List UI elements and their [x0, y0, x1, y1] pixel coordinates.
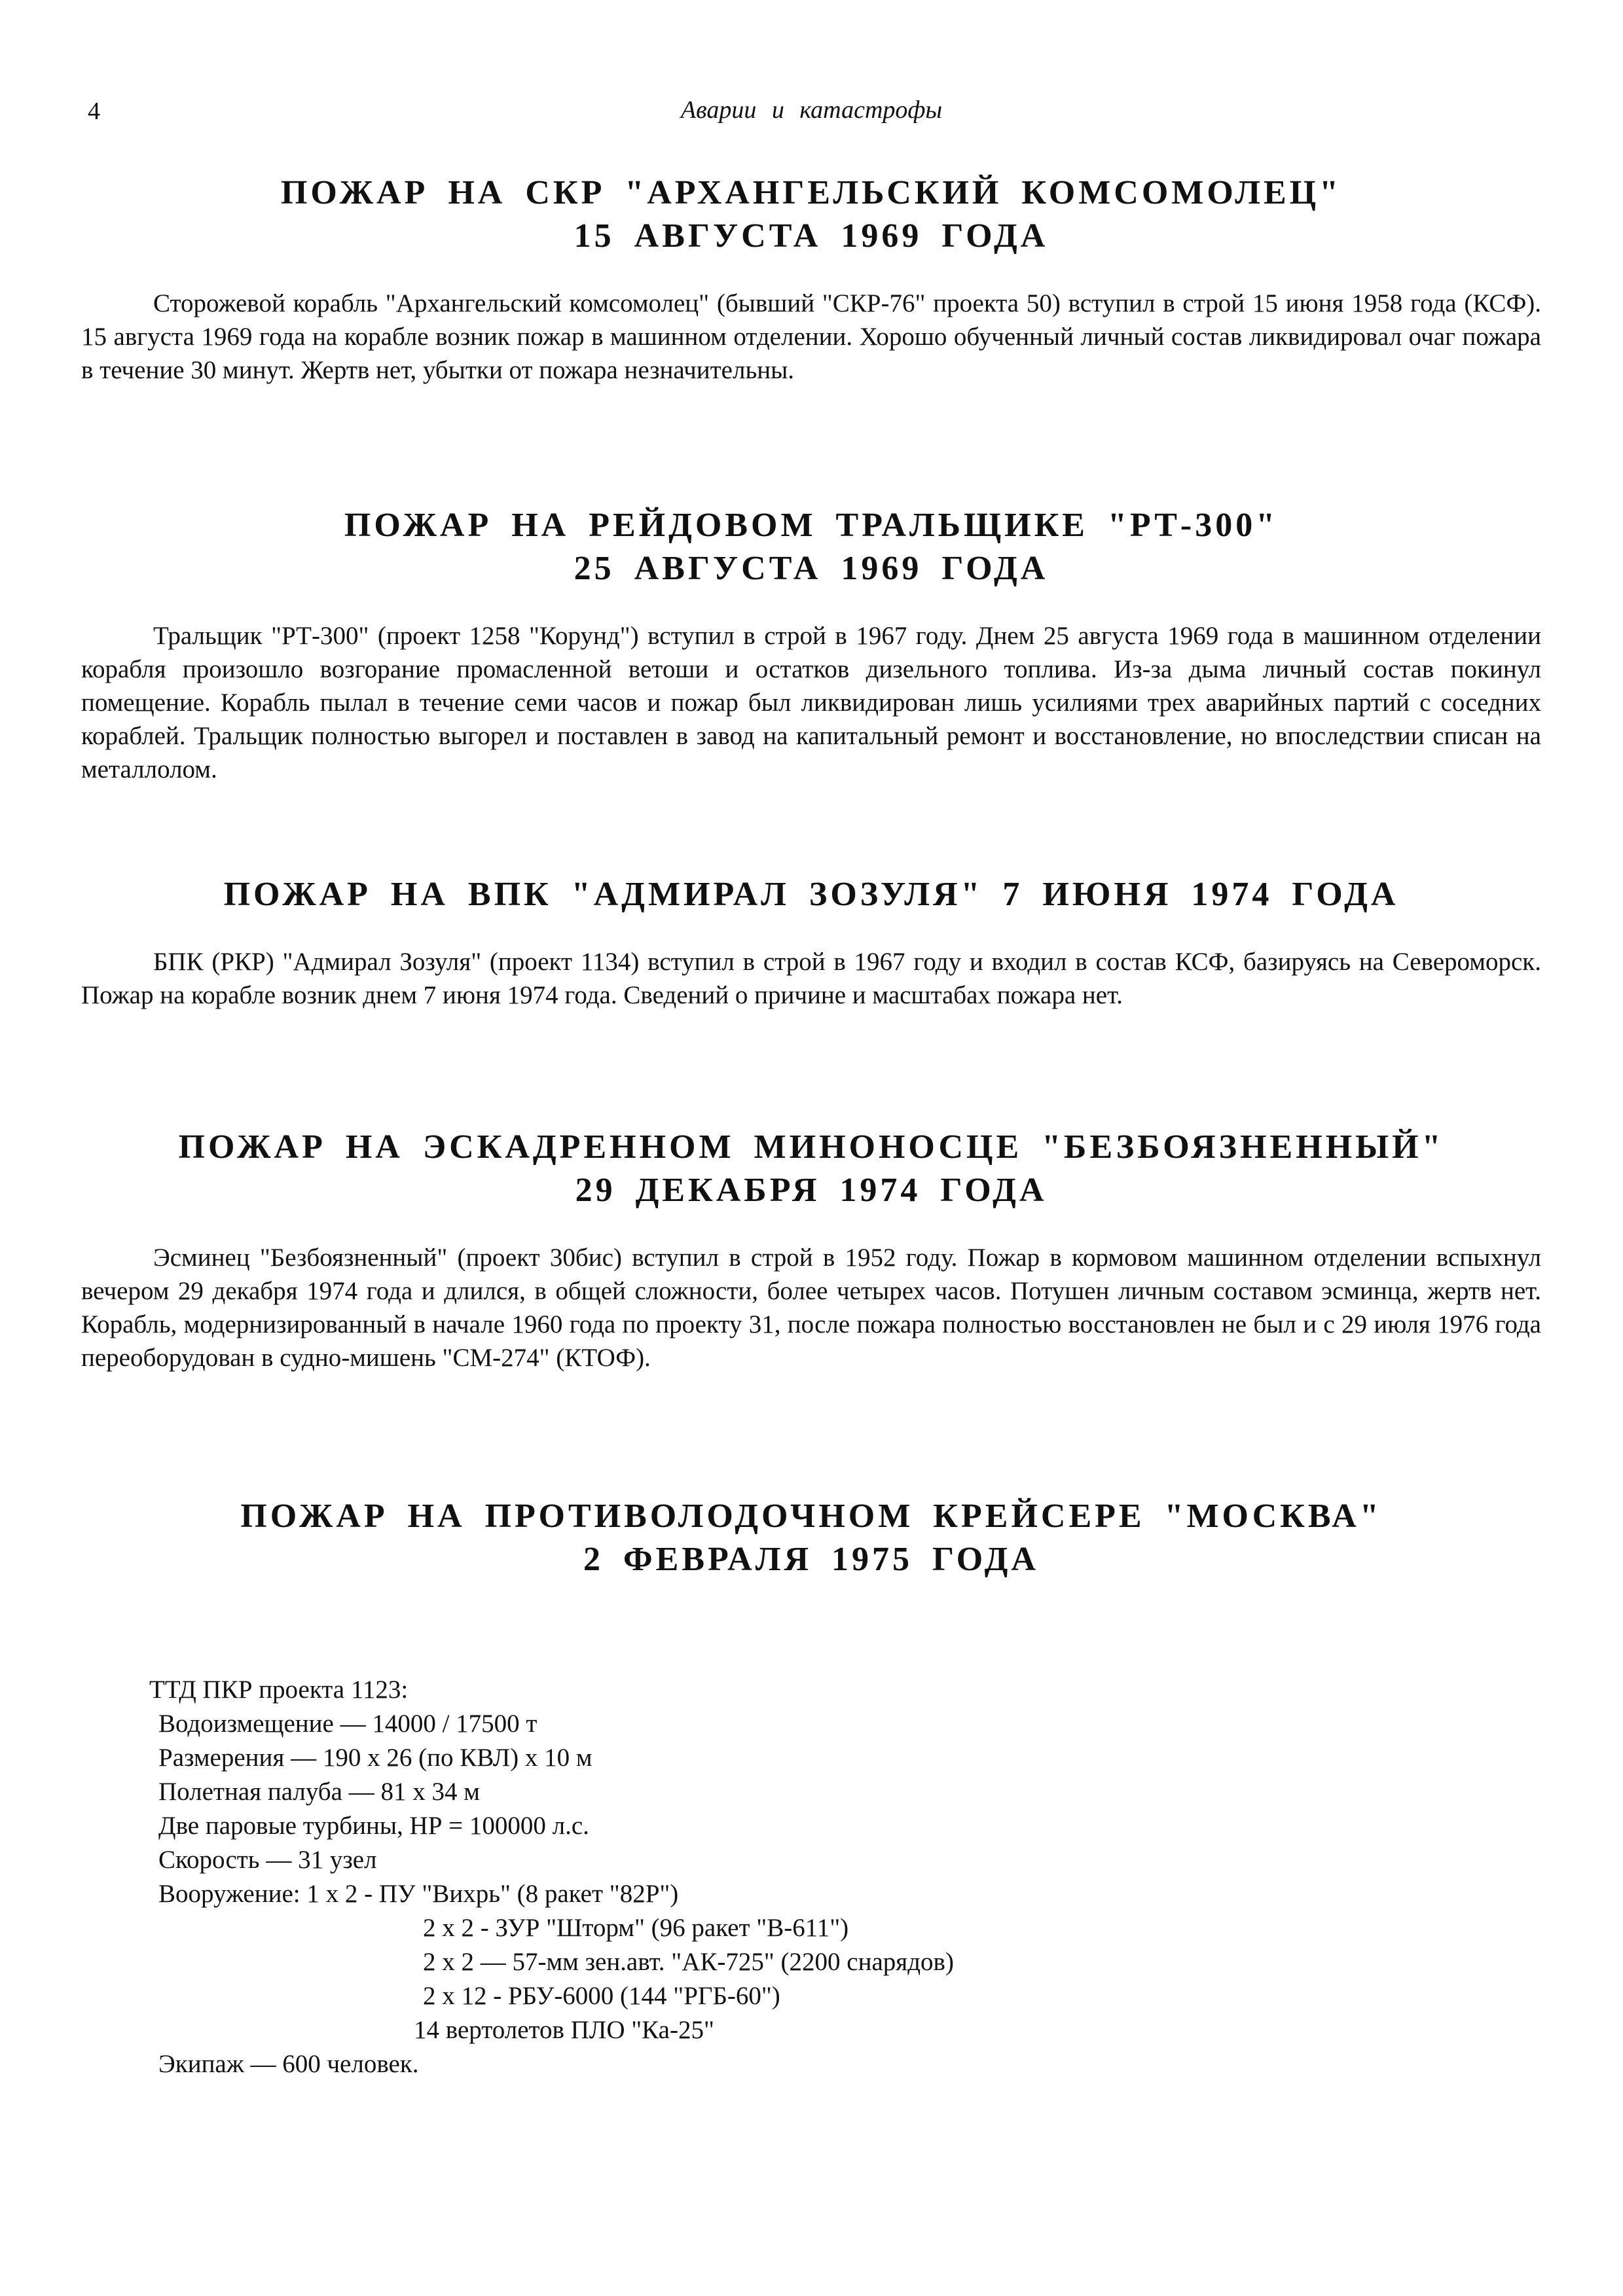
section-body: БПК (РКР) "Адмирал Зозуля" (проект 1134) вступил в строй в 1967 году и входил в состав КСФ, базируясь на Североморск. Пожар на корабле возник днем 7 июня 1974 года. Сведений о причине и масштабах пожара нет.	[81, 948, 1541, 1009]
title-line: ПОЖАР НА ПРОТИВОЛОДОЧНОМ КРЕЙСЕРЕ "МОСКВА"	[240, 1498, 1382, 1535]
section-admiral-zozulya	[81, 873, 1541, 1012]
title-line: ПОЖАР НА ВПК "АДМИРАЛ ЗОЗУЛЯ" 7 ИЮНЯ 1974 ГОДА	[223, 876, 1399, 913]
section-title	[81, 873, 1541, 916]
section-title	[81, 504, 1541, 590]
spec-armament-item: 2 х 2 - ЗУР "Шторм" (96 ракет "В-611")	[423, 1914, 849, 1942]
specs-block	[149, 1673, 1541, 2081]
title-line: 15 АВГУСТА 1969 ГОДА	[574, 217, 1049, 255]
spec-speed: Скорость — 31 узел	[158, 1846, 377, 1874]
section-bezboyaznenny	[81, 1126, 1541, 1374]
page-number: 4	[88, 98, 100, 125]
spec-armament-item: 14 вертолетов ПЛО "Ка-25"	[414, 2016, 714, 2044]
section-rt-300	[81, 504, 1541, 786]
spec-armament-item: 2 х 12 - РБУ-6000 (144 "РГБ-60")	[423, 1982, 780, 2010]
title-line: 29 ДЕКАБРЯ 1974 ГОДА	[575, 1172, 1048, 1209]
spec-displacement: Водоизмещение — 14000 / 17500 т	[158, 1710, 538, 1738]
spec-turbines: Две паровые турбины, НР = 100000 л.с.	[158, 1812, 589, 1840]
title-line: ПОЖАР НА РЕЙДОВОМ ТРАЛЬЩИКЕ "РТ-300"	[344, 507, 1279, 544]
specs-heading: ТТД ПКР проекта 1123:	[149, 1676, 409, 1704]
section-title	[81, 1126, 1541, 1212]
section-title	[81, 171, 1541, 258]
spec-dimensions: Размерения — 190 х 26 (по КВЛ) х 10 м	[158, 1744, 593, 1772]
section-body: Сторожевой корабль "Архангельский комсомолец" (бывший "СКР-76" проекта 50) вступил в строй 15 июня 1958 года (КСФ). 15 августа 1969 года на корабле возник пожар в машинном отделении. Хорошо обученный личный состав ликвидировал очаг пожара в течение 30 минут. Жертв нет, убытки от пожара незначительны.	[81, 289, 1541, 384]
spec-armament-item: 2 х 2 — 57-мм зен.авт. "АК-725" (2200 снарядов)	[423, 1948, 954, 1976]
title-line: 25 АВГУСТА 1969 ГОДА	[574, 550, 1049, 587]
spec-armament-item: 1 х 2 - ПУ "Вихрь" (8 ракет "82Р")	[306, 1880, 679, 1908]
running-title: Аварии и катастрофы	[680, 96, 943, 124]
section-body: Тральщик "РТ-300" (проект 1258 "Корунд") вступил в строй в 1967 году. Днем 25 августа 1969 года в машинном отделении корабля произошло возгорание промасленной ветоши и остатков дизельного топлива. Из-за дыма личный состав покинул помещение. Корабль пылал в течение семи часов и пожар был ликвидирован лишь усилиями трех аварийных партий с соседних кораблей. Тральщик полностью выгорел и поставлен в завод на капитальный ремонт и восстановление, но впоследствии списан на металлолом.	[81, 622, 1541, 783]
section-title	[81, 1495, 1541, 1581]
spec-armament-first	[149, 1877, 1541, 1911]
spec-crew: Экипаж — 600 человек.	[158, 2050, 419, 2078]
section-arkhangelsky-komsomolets	[81, 171, 1541, 387]
section-moskva	[81, 1495, 1541, 2081]
spec-armament-label: Вооружение:	[158, 1880, 301, 1908]
title-line: ПОЖАР НА СКР "АРХАНГЕЛЬСКИЙ КОМСОМОЛЕЦ"	[280, 174, 1341, 211]
section-body: Эсминец "Безбоязненный" (проект 30бис) вступил в строй в 1952 году. Пожар в кормовом машинном отделении вспыхнул вечером 29 декабря 1974 года и длился, в общей сложности, более четырех часов. Потушен личным составом эсминца, жертв нет. Корабль, модернизированный в начале 1960 года по проекту 31, после пожара полностью восстановлен не был и с 29 июля 1976 года переоборудован в судно-мишень "СМ-274" (КТОФ).	[81, 1244, 1541, 1372]
spec-flight-deck: Полетная палуба — 81 х 34 м	[158, 1778, 480, 1806]
title-line: ПОЖАР НА ЭСКАДРЕННОМ МИНОНОСЦЕ "БЕЗБОЯЗНЕННЫЙ"	[178, 1128, 1444, 1166]
title-line: 2 ФЕВРАЛЯ 1975 ГОДА	[583, 1541, 1039, 1578]
